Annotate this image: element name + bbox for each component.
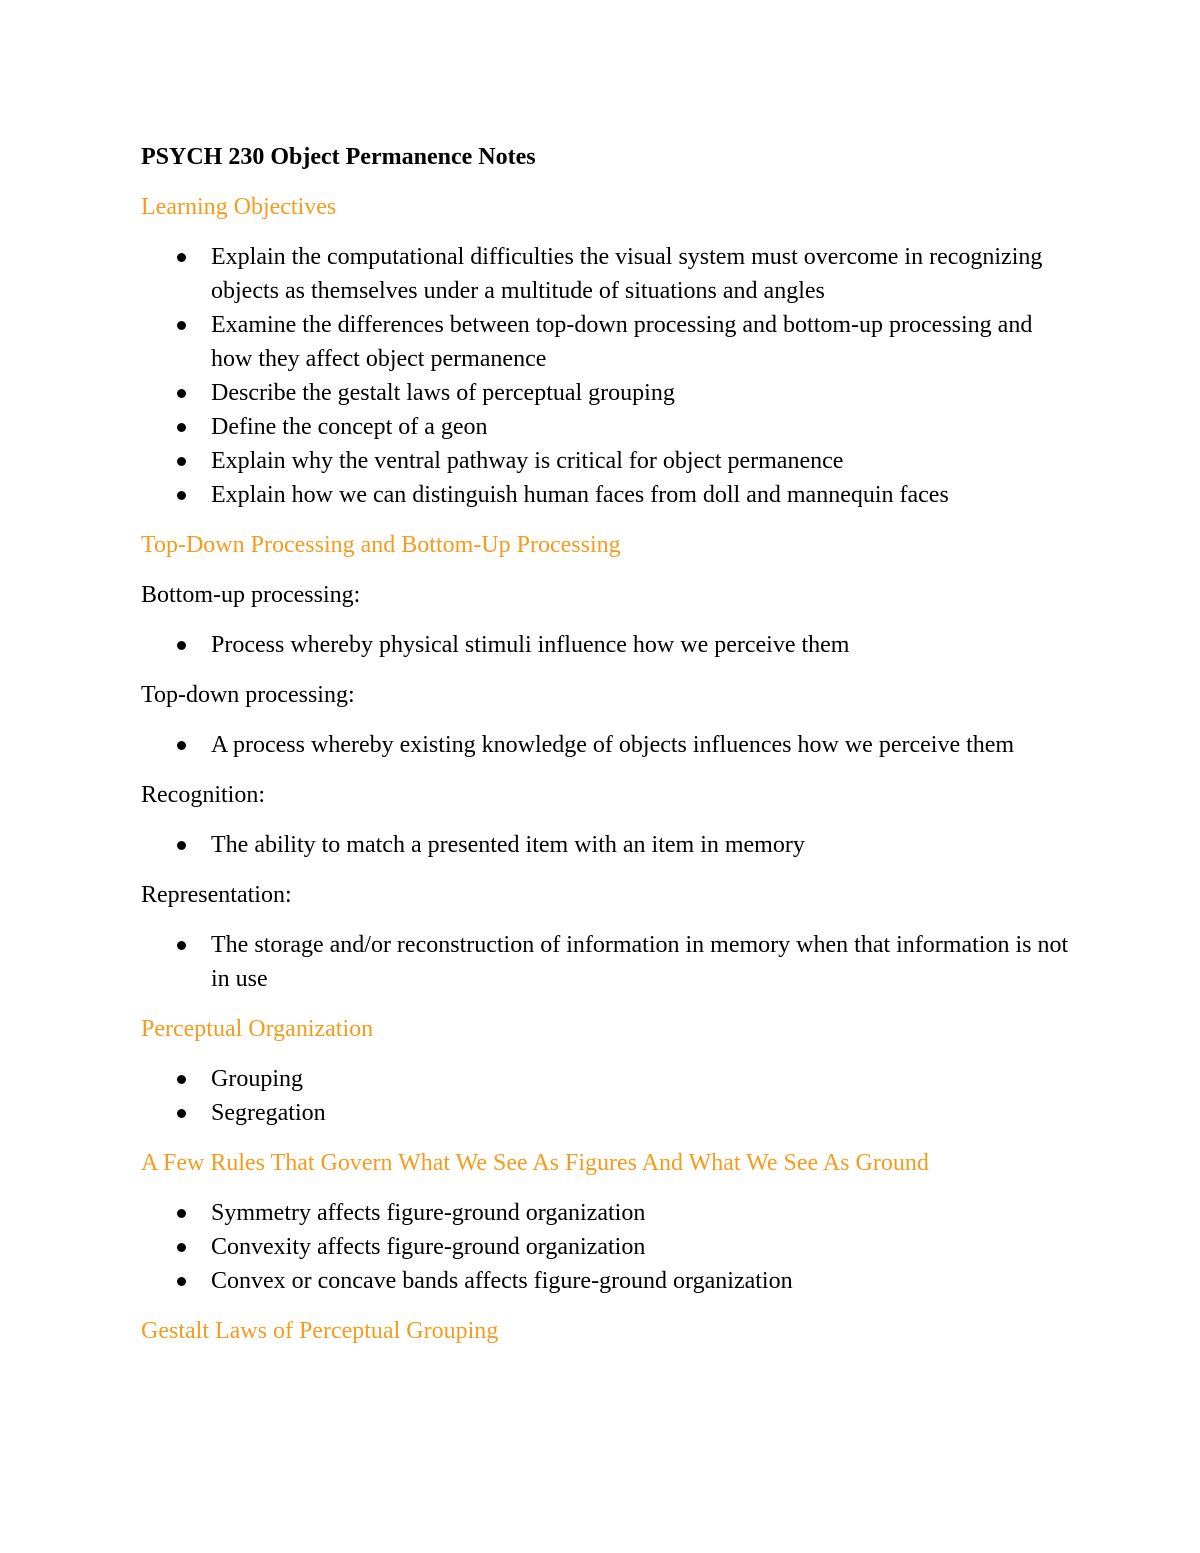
heading-figure-ground: A Few Rules That Govern What We See As Figures And What We See As Ground — [141, 1150, 929, 1176]
document-title: PSYCH 230 Object Permanence Notes — [141, 144, 536, 170]
list-item: A process whereby existing knowledge of objects influences how we perceive them — [141, 728, 1071, 762]
objectives-list — [141, 240, 1071, 512]
list-item: Process whereby physical stimuli influence how we perceive them — [141, 628, 1071, 662]
heading-processing: Top-Down Processing and Bottom-Up Processing — [141, 532, 621, 558]
list-item: The ability to match a presented item with an item in memory — [141, 828, 1071, 862]
list-item: Convex or concave bands affects figure-ground organization — [141, 1264, 1071, 1298]
list-item: Explain the computational difficulties the visual system must overcome in recognizing objects as themselves under a multitude of situations and angles — [141, 240, 1071, 308]
heading-gestalt-laws: Gestalt Laws of Perceptual Grouping — [141, 1318, 499, 1344]
label-representation: Representation: — [141, 882, 292, 908]
list-item: Define the concept of a geon — [141, 410, 1071, 444]
list-item: Segregation — [141, 1096, 1071, 1130]
list-item: Explain why the ventral pathway is critical for object permanence — [141, 444, 1071, 478]
bottom-up-list — [141, 628, 1071, 662]
label-top-down: Top-down processing: — [141, 682, 355, 708]
top-down-list — [141, 728, 1071, 762]
label-recognition: Recognition: — [141, 782, 265, 808]
perceptual-org-list — [141, 1062, 1071, 1130]
list-item: Symmetry affects figure-ground organization — [141, 1196, 1071, 1230]
representation-list — [141, 928, 1071, 996]
recognition-list — [141, 828, 1071, 862]
list-item: The storage and/or reconstruction of information in memory when that information is not in use — [141, 928, 1071, 996]
label-bottom-up: Bottom-up processing: — [141, 582, 361, 608]
figure-ground-list — [141, 1196, 1071, 1298]
heading-perceptual-organization: Perceptual Organization — [141, 1016, 374, 1042]
heading-learning-objectives: Learning Objectives — [141, 194, 337, 220]
list-item: Convexity affects figure-ground organization — [141, 1230, 1071, 1264]
list-item: Describe the gestalt laws of perceptual grouping — [141, 376, 1071, 410]
document-page — [141, 140, 1071, 1364]
list-item: Examine the differences between top-down processing and bottom-up processing and how they affect object permanence — [141, 308, 1071, 376]
list-item: Grouping — [141, 1062, 1071, 1096]
list-item: Explain how we can distinguish human faces from doll and mannequin faces — [141, 478, 1071, 512]
